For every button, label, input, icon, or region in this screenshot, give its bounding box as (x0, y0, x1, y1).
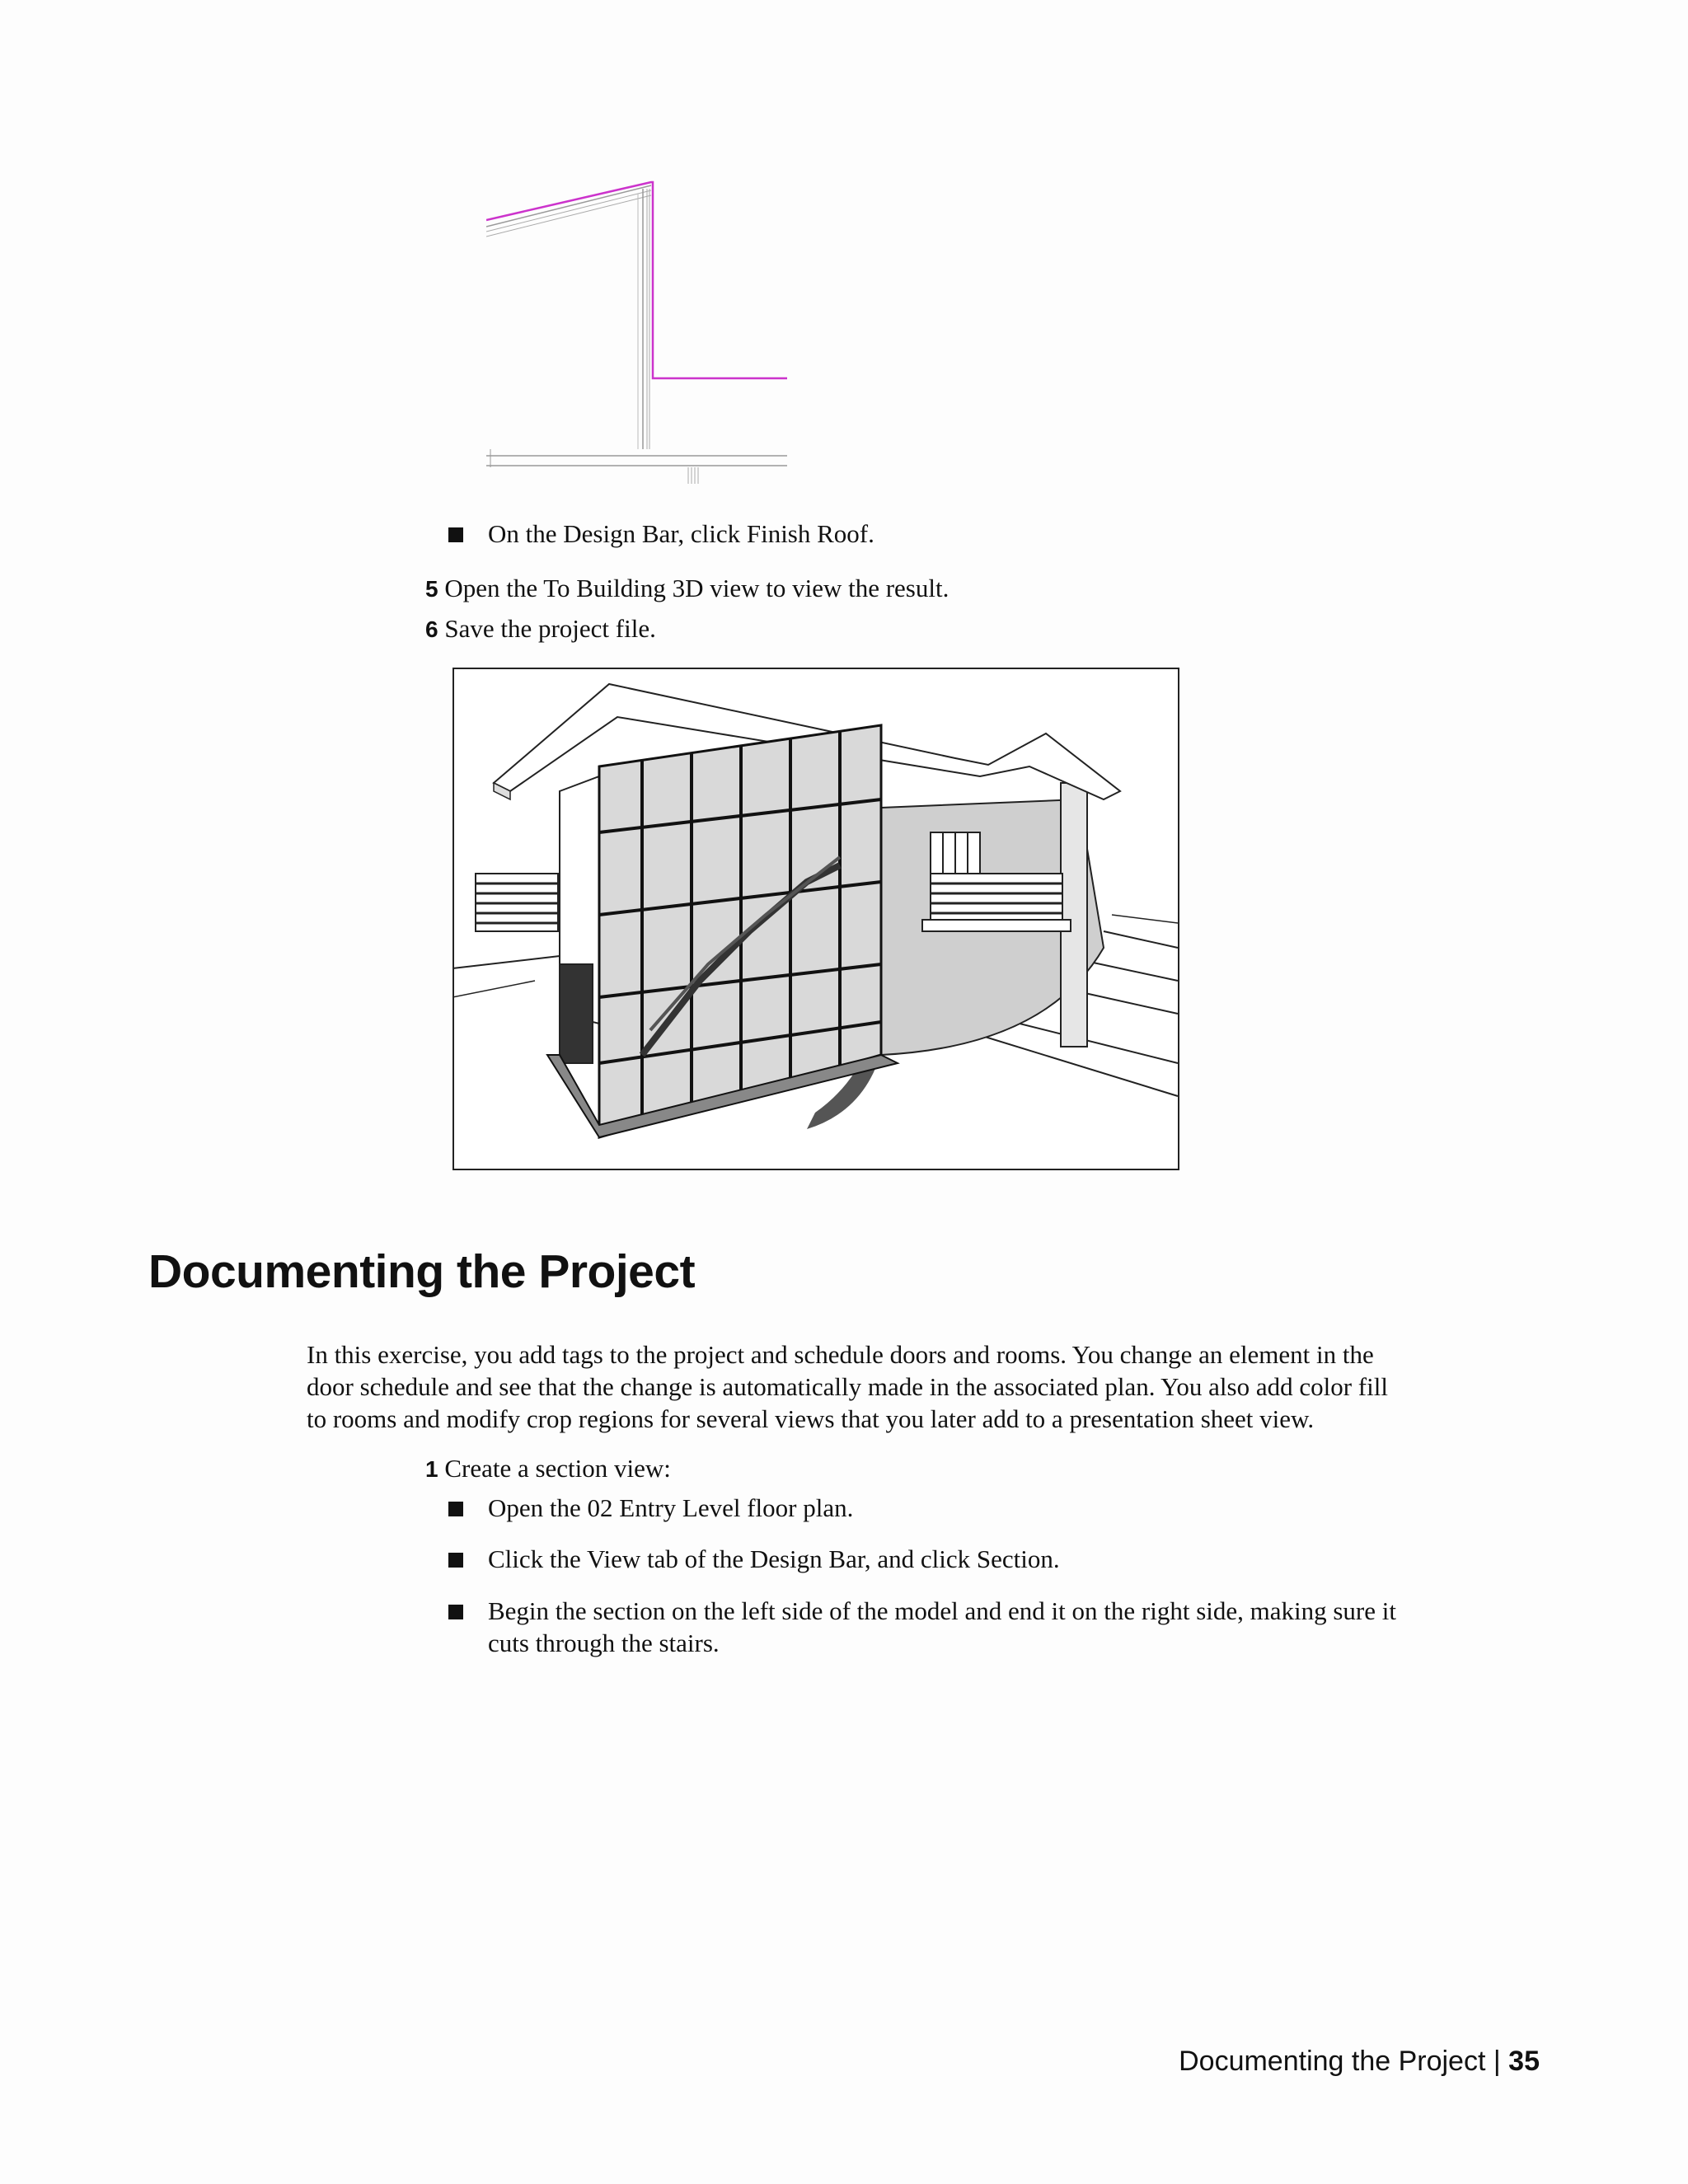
bullet-marker (448, 1605, 463, 1619)
step-text: Open the To Building 3D view to view the result. (444, 574, 950, 602)
footer-title: Documenting the Project (1179, 2046, 1486, 2077)
click-section-bullet: Click the View tab of the Design Bar, and click Section. (488, 1544, 1060, 1573)
intro-line: to rooms and modify crop regions for several views that you later add to a presentation sheet view. (307, 1404, 1315, 1433)
bullet-marker (448, 1553, 463, 1568)
bullet-line: cuts through the stairs. (488, 1629, 720, 1657)
step-1 (425, 1452, 671, 1485)
building-3d-view-figure (452, 668, 1179, 1170)
step-number: 1 (425, 1456, 438, 1482)
roof-sketch-figure (486, 177, 791, 490)
page-number: 35 (1508, 2046, 1540, 2077)
intro-line: In this exercise, you add tags to the project and schedule doors and rooms. You change an element in the (307, 1340, 1374, 1369)
step-text: Create a section view: (444, 1454, 671, 1483)
bullet-marker (448, 527, 463, 542)
finish-roof-bullet: On the Design Bar, click Finish Roof. (488, 519, 874, 548)
draw-section-bullet (488, 1595, 1559, 1659)
step-5 (425, 572, 949, 605)
intro-paragraph (307, 1338, 1559, 1435)
section-heading: Documenting the Project (148, 1245, 696, 1298)
step-number: 6 (425, 616, 438, 642)
bullet-line: Begin the section on the left side of the model and end it on the right side, making sure it (488, 1596, 1396, 1625)
page-footer (1179, 2046, 1540, 2078)
step-6 (425, 612, 656, 645)
step-text: Save the project file. (444, 614, 656, 643)
intro-line: door schedule and see that the change is automatically made in the associated plan. You also add color fill (307, 1372, 1388, 1401)
bullet-marker (448, 1502, 463, 1516)
open-floor-plan-bullet: Open the 02 Entry Level floor plan. (488, 1493, 854, 1522)
footer-separator: | (1493, 2046, 1501, 2077)
step-number: 5 (425, 576, 438, 602)
